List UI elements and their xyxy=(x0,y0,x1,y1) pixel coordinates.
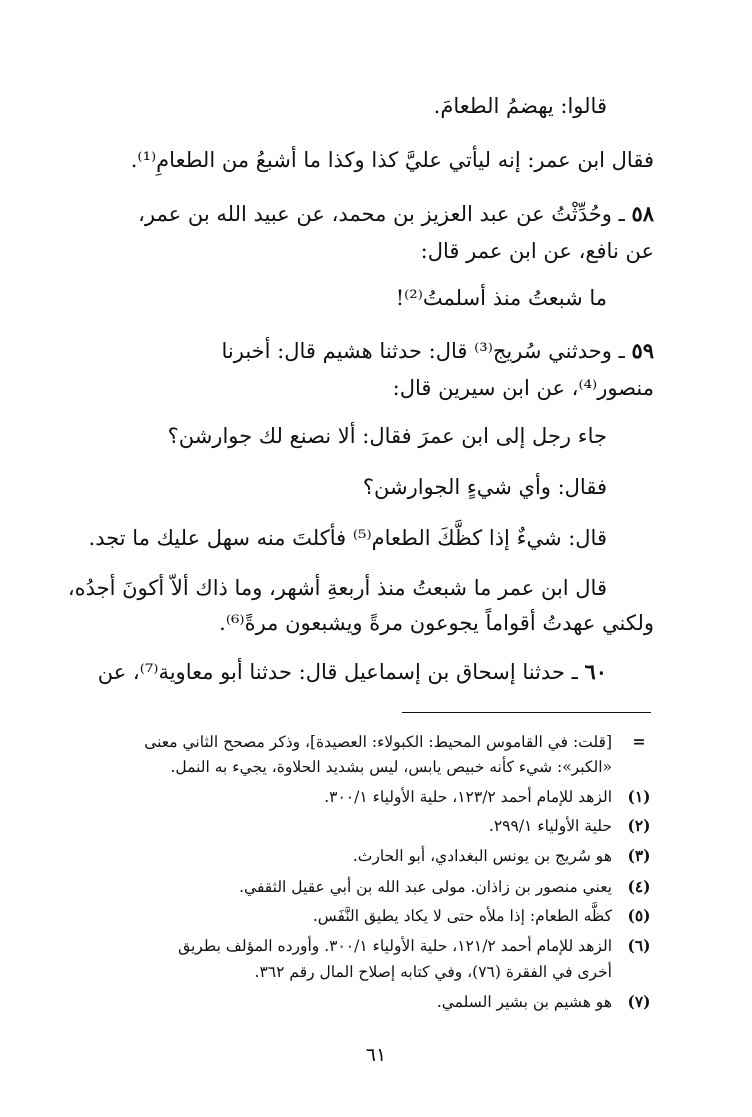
footnote-marker: (٣) xyxy=(627,846,651,865)
footnote-text: هو هشيم بن بشير السلمي. xyxy=(436,993,612,1011)
footnote-marker: (٤) xyxy=(627,877,651,896)
footnote-text: كظَّه الطعام: إذا ملأه حتى لا يكاد يطيق النَّفَس. xyxy=(312,907,612,925)
footnote-text: الزهد للإمام أحمد ١٢١/٢، حلية الأولياء ٣٠٠/١. وأورده المؤلف بطريق xyxy=(178,937,612,955)
hadith-number-60: ٦٠ xyxy=(584,659,607,684)
text-line: ـ وحدثني سُريج⁽³⁾ قال: حدثنا هشيم قال: أخبرنا xyxy=(221,339,632,363)
footnote-text: «الكبر»: شيء كأنه خبيص يابس، ليس بشديد الحلاوة، يجيء به النمل. xyxy=(170,758,612,776)
footnote-divider xyxy=(402,712,651,713)
footnote-marker: (٥) xyxy=(627,906,651,925)
text-line: فقال ابن عمر: إنه ليأتي عليَّ كذا وكذا ما أشبعُ من الطعامِ⁽¹⁾. xyxy=(130,148,654,172)
text-line: ما شبعتُ منذ أسلمتُ⁽²⁾! xyxy=(395,286,607,310)
text-line: ـ وحُدِّثْتُ عن عبد العزيز بن محمد، عن عبيد الله بن عمر، xyxy=(138,202,632,226)
page-number: ٦١ xyxy=(365,1044,387,1066)
hadith-59-line xyxy=(222,336,655,366)
text-line: جاء رجل إلى ابن عمرَ فقال: ألا نصنع لك جوارشن؟ xyxy=(167,424,607,448)
hadith-number-58: ٥٨ xyxy=(631,201,654,226)
footnote-continuation-marker: = xyxy=(632,732,646,751)
text-line: قال: شيءٌ إذا كظَّكَ الطعام⁽⁵⁾ فأكلتَ منه سهل عليك ما تجد. xyxy=(88,526,607,550)
hadith-58-line xyxy=(138,199,654,229)
footnote-marker: (٦) xyxy=(627,936,651,955)
text-line: ولكني عهدتُ أقواماً يجوعون مرةً ويشبعون مرةً⁽⁶⁾. xyxy=(219,611,654,635)
footnote-text: يعني منصور بن زاذان. مولى عبد الله بن أبي عقيل الثقفي. xyxy=(239,878,612,896)
hadith-number-59: ٥٩ xyxy=(631,338,654,363)
text-line: قال ابن عمر ما شبعتُ منذ أربعةِ أشهر، وما ذاك ألاّ أكونَ أجدُه، xyxy=(67,576,607,600)
hadith-60-line xyxy=(98,657,607,687)
footnote-text: [قلت: في القاموس المحيط: الكبولاء: العصيدة]، وذكر مصحح الثاني معنى xyxy=(144,733,612,751)
text-line: عن نافع، عن ابن عمر قال: xyxy=(420,239,654,263)
text-line: منصور⁽⁴⁾، عن ابن سيرين قال: xyxy=(392,376,654,400)
text-line: ـ حدثنا إسحاق بن إسماعيل قال: حدثنا أبو معاوية⁽⁷⁾، عن xyxy=(97,660,585,684)
footnote-text: أخرى في الفقرة (٧٦)، وفي كتابه إصلاح المال رقم ٣٦٢. xyxy=(254,963,612,981)
footnote-text: الزهد للإمام أحمد ١٢٣/٢، حلية الأولياء ٣٠٠/١. xyxy=(324,788,612,806)
text-line: قالوا: يهضمُ الطعامَ. xyxy=(433,94,607,118)
footnote-text: هو سُريج بن يونس البغدادي، أبو الحارث. xyxy=(352,847,612,865)
footnote-marker: (١) xyxy=(627,787,651,806)
footnote-marker: (٧) xyxy=(627,992,651,1011)
text-line: فقال: وأي شيءٍ الجوارشن؟ xyxy=(362,475,607,499)
footnote-text: حلية الأولياء ٢٩٩/١. xyxy=(488,817,612,835)
footnote-marker: (٢) xyxy=(627,816,651,835)
